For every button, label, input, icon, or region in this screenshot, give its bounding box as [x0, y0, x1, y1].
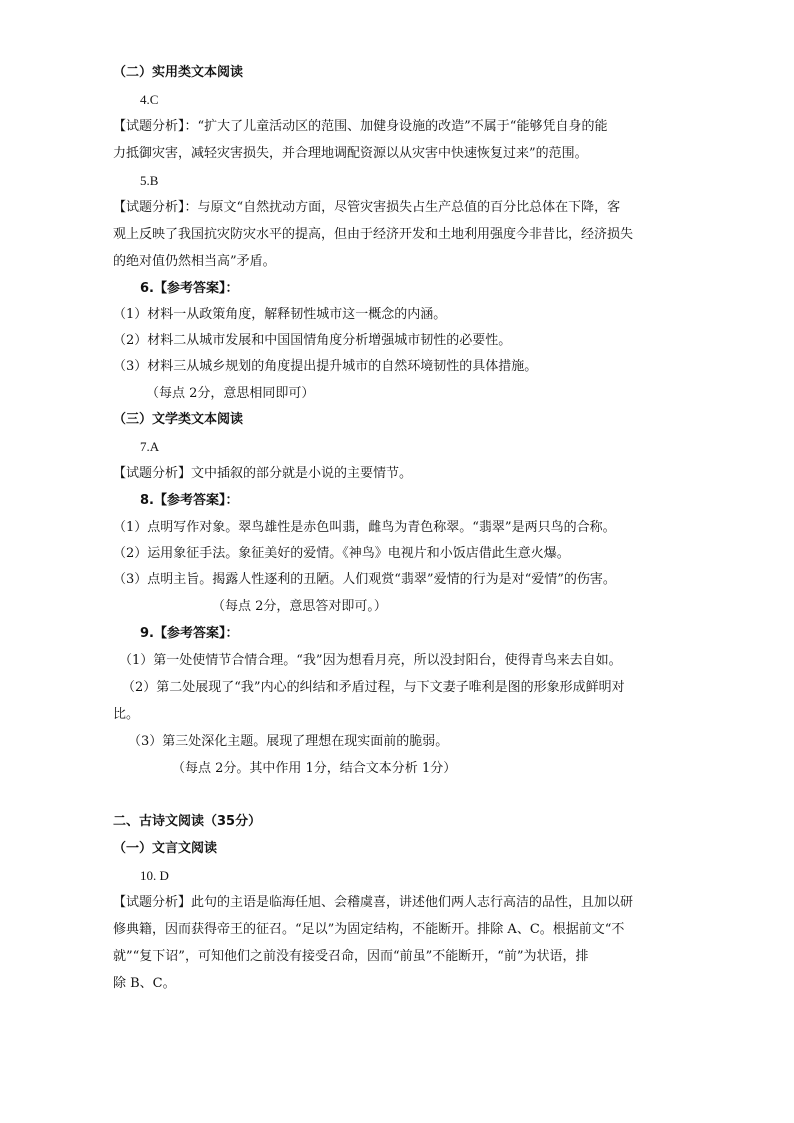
analysis-4-line-2: 力抵御灾害，减轻灾害损失，并合理地调配资源以从灾害中快速恢复过来”的范围。 — [113, 146, 588, 161]
answer-9-point-3: （3）第三处深化主题。展现了理想在现实面前的脆弱。 — [128, 734, 449, 749]
answer-9-point-1: （1）第一处使情节合情合理。“我”因为想看月亮，所以没封阳台，使得青鸟来去自如。 — [119, 653, 622, 668]
answer-9-heading: 9.【参考答案】： — [140, 626, 239, 641]
answer-4: 4.C — [140, 92, 159, 107]
answer-10: 10. D — [140, 868, 169, 883]
answer-6-point-3: （3）材料三从城乡规划的角度提出提升城市的自然环境韧性的具体措施。 — [113, 359, 538, 374]
section-heading-classical-prose: （一）文言文阅读 — [113, 841, 218, 856]
answer-8-point-1: （1）点明写作对象。翠鸟雄性是赤色叫翡，雌鸟为青色称翠。“翡翠”是两只鸟的合称。 — [113, 520, 616, 535]
analysis-5-line-2: 观上反映了我国抗灾防灾水平的提高，但由于经济开发和土地利用强度今非昔比，经济损失 — [113, 227, 634, 242]
answer-6-point-2: （2）材料二从城市发展和中国国情角度分析增强城市韧性的必要性。 — [113, 333, 512, 348]
answer-5: 5.B — [140, 173, 159, 188]
answer-9-scoring-note: （每点 2分。其中作用 1分，结合文本分析 1分） — [172, 761, 457, 776]
analysis-5-line-3: 的绝对值仍然相当高”矛盾。 — [113, 254, 276, 269]
answer-6-scoring-note: （每点 2分，意思相同即可） — [146, 386, 315, 401]
analysis-10-line-4: 除 B、C。 — [113, 976, 176, 991]
analysis-10-line-3: 就”“复下诏”，可知他们之前没有接受召命，因而“前虽”不能断开，“前”为状语，排 — [113, 949, 589, 964]
analysis-7: 【试题分析】文中插叙的部分就是小说的主要情节。 — [113, 466, 413, 481]
answer-8-scoring-note: （每点 2分，意思答对即可。） — [212, 599, 387, 614]
answer-9-point-2-line-1: （2）第二处展现了“我”内心的纠结和矛盾过程，与下文妻子唯利是图的形象形成鲜明对 — [122, 680, 625, 695]
answer-8-point-2: （2）运用象征手法。象征美好的爱情。《神鸟》电视片和小饭店借此生意火爆。 — [113, 546, 570, 561]
analysis-5-line-1: 【试题分析】：与原文“自然扰动方面，尽管灾害损失占生产总值的百分比总体在下降，客 — [113, 200, 621, 215]
analysis-10-line-1: 【试题分析】此句的主语是临海任旭、会稽虞喜，讲述他们两人志行高洁的品性，且加以研 — [113, 895, 634, 910]
section-heading-practical-reading: （二）实用类文本阅读 — [113, 65, 244, 80]
section-heading-literary-reading: （三）文学类文本阅读 — [113, 412, 244, 427]
answer-8-heading: 8.【参考答案】： — [140, 493, 239, 508]
analysis-10-line-2: 修典籍，因而获得帝王的征召。“足以”为固定结构，不能断开。排除 A、C。根据前文“不 — [113, 922, 625, 937]
section-heading-classical-poetry: 二、古诗文阅读（35分） — [113, 814, 262, 829]
answer-6-heading: 6.【参考答案】： — [140, 281, 239, 296]
answer-9-point-2-line-2: 比。 — [113, 707, 140, 722]
answer-6-point-1: （1）材料一从政策角度，解释韧性城市这一概念的内涵。 — [113, 307, 447, 322]
answer-8-point-3: （3）点明主旨。揭露人性逐利的丑陋。人们观赏“翡翠”爱情的行为是对“爱情”的伤害。 — [113, 572, 616, 587]
answer-7: 7.A — [140, 439, 160, 454]
analysis-4-line-1: 【试题分析】：“扩大了儿童活动区的范围、加健身设施的改造”不属于“能够凭自身的能 — [113, 119, 608, 134]
